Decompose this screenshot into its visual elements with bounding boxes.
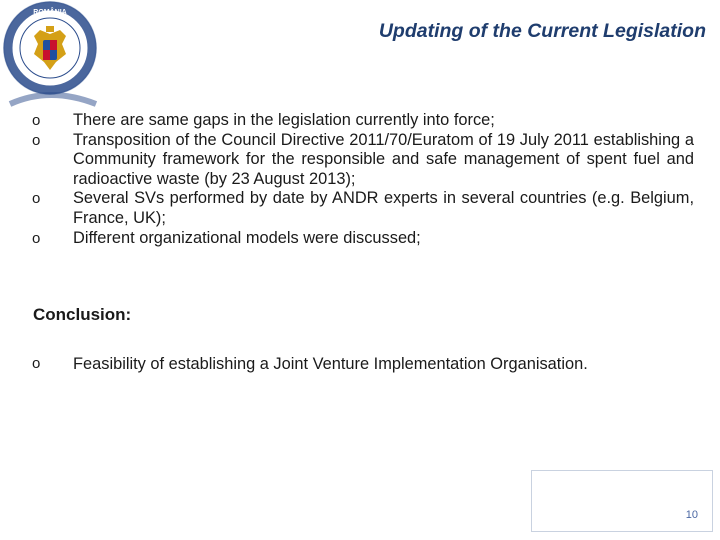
conclusion-text: Feasibility of establishing a Joint Venture Implementation Organisation. bbox=[73, 355, 588, 373]
logo-country-text: ROMÂNIA bbox=[33, 9, 67, 16]
andr-logo bbox=[0, 0, 110, 110]
page-number-box bbox=[531, 470, 713, 532]
andr-emblem-icon bbox=[0, 0, 110, 110]
bullet-text: Transposition of the Council Directive 2011/70/Euratom of 19 July 2011 establishing a Community framework for the responsible and safe management of spent fuel and radioactive waste (by 23 August 2013); bbox=[73, 130, 694, 188]
bullet-marker: o bbox=[32, 229, 41, 247]
bullet-text: Different organizational models were discussed; bbox=[73, 228, 421, 247]
bullet-text: There are same gaps in the legislation currently into force; bbox=[73, 111, 495, 129]
conclusion-list bbox=[32, 354, 712, 374]
bullet-marker: o bbox=[32, 131, 41, 149]
bullet-list bbox=[32, 111, 694, 248]
bullet-text: Several SVs performed by date by ANDR experts in several countries (e.g. Belgium, France, UK); bbox=[73, 189, 694, 227]
bullet-item bbox=[32, 189, 694, 228]
bullet-marker: o bbox=[32, 190, 41, 208]
conclusion-item bbox=[32, 354, 712, 374]
bullet-marker: o bbox=[32, 112, 41, 129]
bullet-item bbox=[32, 229, 694, 249]
bullet-item bbox=[32, 131, 694, 190]
page-number: 10 bbox=[685, 509, 698, 521]
bullet-marker: o bbox=[32, 355, 41, 372]
bullet-item bbox=[32, 111, 694, 131]
conclusion-heading: Conclusion: bbox=[33, 305, 132, 324]
slide-title: Updating of the Current Legislation bbox=[378, 20, 706, 42]
